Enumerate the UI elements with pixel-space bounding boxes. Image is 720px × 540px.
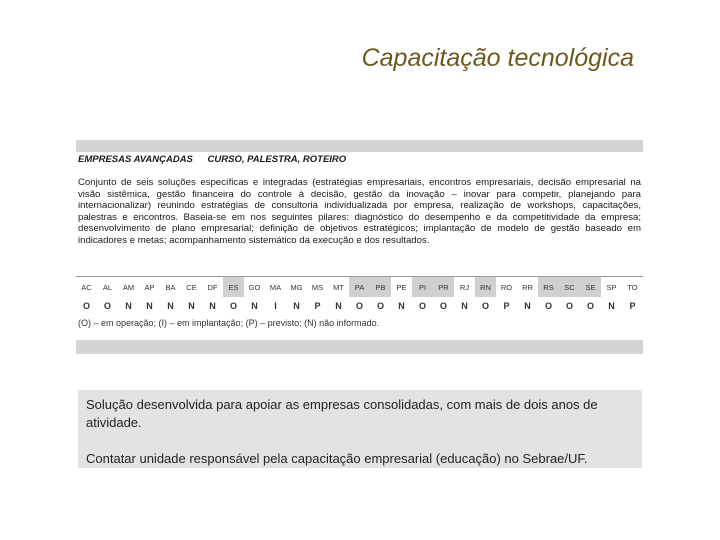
state-code-cell: RN	[475, 277, 496, 298]
status-value-cell: N	[188, 301, 195, 311]
status-value-cell: O	[418, 301, 426, 311]
status-value-cell: N	[608, 301, 615, 311]
state-code-cell: MG	[286, 277, 307, 298]
status-value-cell: N	[251, 301, 258, 311]
state-status-table	[76, 276, 643, 315]
status-value-cell: I	[274, 301, 277, 311]
state-code-cell: ES	[223, 277, 244, 298]
status-value-cell: N	[461, 301, 468, 311]
status-value-cell: P	[503, 301, 510, 311]
status-value-cell: N	[146, 301, 153, 311]
status-value-cell: O	[82, 301, 90, 311]
status-value-cell: N	[398, 301, 405, 311]
status-value-cell: O	[481, 301, 489, 311]
state-code-cell: RR	[517, 277, 538, 298]
state-code-cell: AC	[76, 277, 97, 298]
state-code-cell: PR	[433, 277, 454, 298]
info-note	[78, 390, 642, 468]
status-legend: (O) – em operação; (I) – em implantação; (P) – previsto; (N) não informado.	[78, 318, 380, 328]
state-code-cell: SE	[580, 277, 601, 298]
state-code-cell: SP	[601, 277, 622, 298]
state-code-cell: PE	[391, 277, 412, 298]
state-code-cell: SC	[559, 277, 580, 298]
header-left: EMPRESAS AVANÇADAS	[78, 154, 193, 165]
state-code-cell: AP	[139, 277, 160, 298]
state-code-cell: TO	[622, 277, 643, 298]
state-code-cell: BA	[160, 277, 181, 298]
state-code-cell: PA	[349, 277, 370, 298]
status-value-cell: O	[376, 301, 384, 311]
status-value-cell: N	[335, 301, 342, 311]
slide-title: Capacitação tecnológica	[361, 44, 634, 72]
state-code-cell: MS	[307, 277, 328, 298]
status-value-cell: P	[314, 301, 321, 311]
status-value-cell: N	[524, 301, 531, 311]
status-value-cell: N	[125, 301, 132, 311]
status-value-cell: O	[103, 301, 111, 311]
state-code-cell: RS	[538, 277, 559, 298]
state-code-cell: PB	[370, 277, 391, 298]
state-code-cell: MA	[265, 277, 286, 298]
document-excerpt	[76, 140, 643, 354]
status-value-cell: O	[586, 301, 594, 311]
note-paragraph-1: Solução desenvolvida para apoiar as empresas consolidadas, com mais de dois anos de atividade.	[86, 397, 598, 430]
status-value-cell: O	[439, 301, 447, 311]
status-value-cell: O	[544, 301, 552, 311]
status-value-cell: N	[209, 301, 216, 311]
bottom-band	[76, 340, 643, 354]
section-header	[78, 154, 346, 165]
state-code-cell: CE	[181, 277, 202, 298]
note-paragraph-2: Contatar unidade responsável pela capacitação empresarial (educação) no Sebrae/UF.	[86, 451, 588, 466]
state-code-cell: AM	[118, 277, 139, 298]
state-code-cell: PI	[412, 277, 433, 298]
top-band	[76, 140, 643, 152]
state-code-cell: AL	[97, 277, 118, 298]
state-code-cell: MT	[328, 277, 349, 298]
state-code-cell: RJ	[454, 277, 475, 298]
status-values-row	[76, 297, 643, 315]
state-code-cell: RO	[496, 277, 517, 298]
state-code-cell: DF	[202, 277, 223, 298]
status-value-cell: O	[355, 301, 363, 311]
solution-description: Conjunto de seis soluções específicas e integradas (estratégias empresariais, encontros empresariais, decisão empresarial na visão sistêmica, gestão financeira do controle à decisão, gestão da inovação – inovar para competir, planejando para internacionalizar) reunindo estratégias de consultoria individualizada por empresa, realização de workshops, capacitações, palestras e encontros. Baseia-se em nos seguintes pilares: diagnóstico do desempenho e da competitividade da empresa; desenvolvimento de plano empresarial; definição de objetivos estratégicos; implantação de modelo de gestão baseado em indicadores e metas; acompanhamento sistemático da execução e dos resultados.	[78, 177, 641, 246]
state-codes-row	[76, 277, 643, 298]
status-value-cell: P	[629, 301, 636, 311]
status-value-cell: N	[167, 301, 174, 311]
status-value-cell: N	[293, 301, 300, 311]
header-right: CURSO, PALESTRA, ROTEIRO	[207, 154, 347, 165]
status-value-cell: O	[229, 301, 237, 311]
status-value-cell: O	[565, 301, 573, 311]
state-code-cell: GO	[244, 277, 265, 298]
